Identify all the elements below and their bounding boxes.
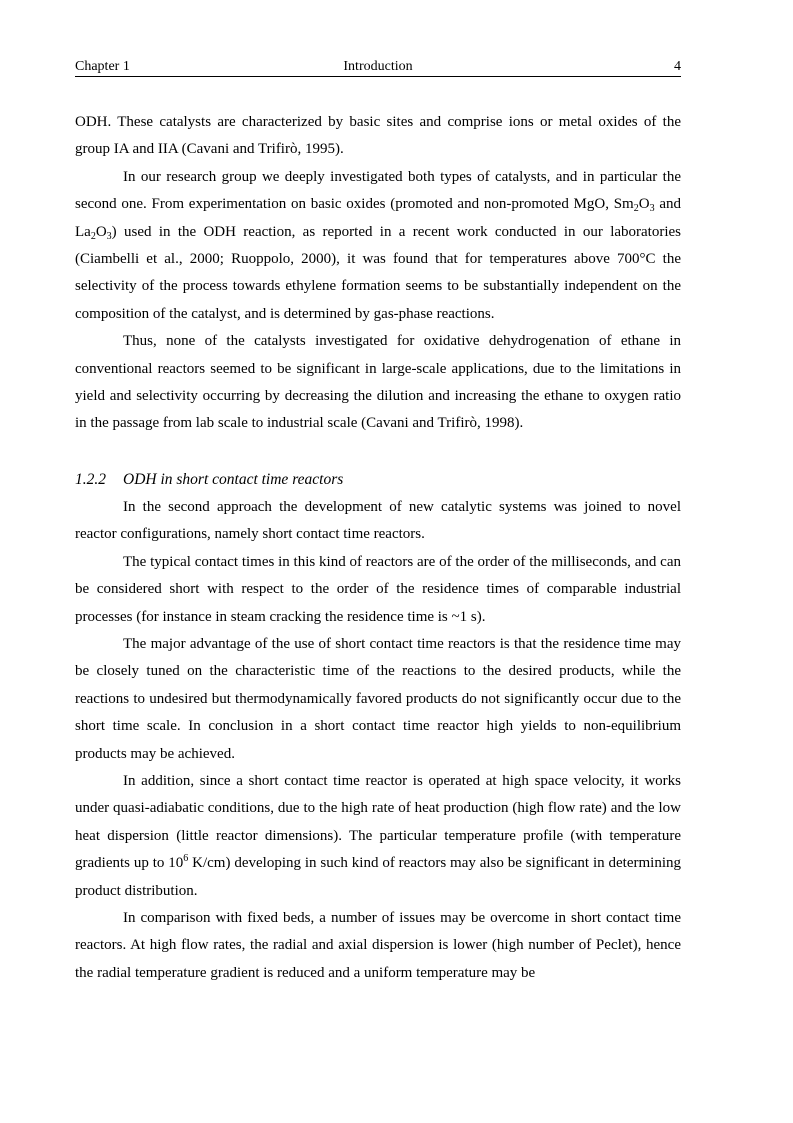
paragraph-2-text-a: In our research group we deeply investigated both types of catalysts, and in particular the second one. From experimentation on basic oxides (promoted and non-promoted MgO, Sm	[75, 168, 681, 213]
page-number: 4	[674, 59, 681, 74]
subscript: 3	[649, 203, 655, 215]
paragraph-6: The major advantage of the use of short contact time reactors is that the residence time may be closely tuned on the characteristic time of the reactions to the desired products, while the reactions to undesired but thermodynamically favored products do not significantly occur due to the short time scale. In conclusion in a short contact time reactor high yields to non-equilibrium products may be achieved.	[75, 635, 681, 762]
subscript: 2	[90, 230, 96, 242]
section-title: ODH in short contact time reactors	[123, 470, 344, 488]
page-header	[75, 58, 681, 77]
subscript: 3	[106, 230, 112, 242]
paragraph-2-text-b: O	[638, 196, 650, 213]
subscript: 2	[633, 203, 639, 215]
paragraph-7-text-a: In addition, since a short contact time reactor is operated at high space velocity, it works under quasi-adiabatic conditions, due to the high rate of heat production (high flow rate) and the low heat dispersion (little reactor dimensions). The particular temperature profile (with temperature gradients up to 10	[75, 772, 681, 872]
paragraph-3: Thus, none of the catalysts investigated for oxidative dehydrogenation of ethane in conventional reactors seemed to be significant in large-scale applications, due to the limitations in yield and selectivity occurring by decreasing the dilution and increasing the ethane to oxygen ratio in the passage from lab scale to industrial scale (Cavani and Trifirò, 1998).	[75, 333, 681, 432]
paragraph-7-text-b: K/cm) developing in such kind of reactors may also be significant in determining product distribution.	[75, 855, 681, 899]
paragraph-4: In the second approach the development of new catalytic systems was joined to novel reactor configurations, namely short contact time reactors.	[75, 498, 681, 543]
paragraph-5: The typical contact times in this kind of reactors are of the order of the milliseconds, and can be considered short with respect to the order of the residence times of comparable industrial processes (for instance in steam cracking the residence time is ~1 s).	[75, 553, 681, 625]
section-heading	[75, 465, 681, 494]
superscript: 6	[183, 853, 189, 865]
paragraph-2-text-d: O	[95, 223, 107, 240]
section-number: 1.2.2	[75, 470, 106, 488]
chapter-label: Chapter 1	[75, 59, 130, 74]
paragraph-8: In comparison with fixed beds, a number of issues may be overcome in short contact time reactors. At high flow rates, the radial and axial dispersion is lower (high number of Peclet), hence the radial temperature gradient is reduced and a uniform temperature may be	[75, 909, 681, 981]
paragraph-7	[75, 768, 681, 905]
paragraph-2-text-c: and La	[75, 196, 681, 240]
page-body	[75, 109, 681, 987]
paragraph-1: ODH. These catalysts are characterized by basic sites and comprise ions or metal oxides of the group IA and IIA (Cavani and Trifirò, 1995).	[75, 114, 681, 158]
paragraph-2-text-e: ) used in the ODH reaction, as reported in a recent work conducted in our laboratories (Ciambelli et al., 2000; Ruoppolo, 2000), it was found that for temperatures above 700°C the selectivity of the process towards ethylene formation seems to be substantially independent on the composition of the catalyst, and is determined by gas-phase reactions.	[75, 223, 681, 322]
paragraph-2	[75, 164, 681, 328]
header-title: Introduction	[343, 59, 413, 74]
